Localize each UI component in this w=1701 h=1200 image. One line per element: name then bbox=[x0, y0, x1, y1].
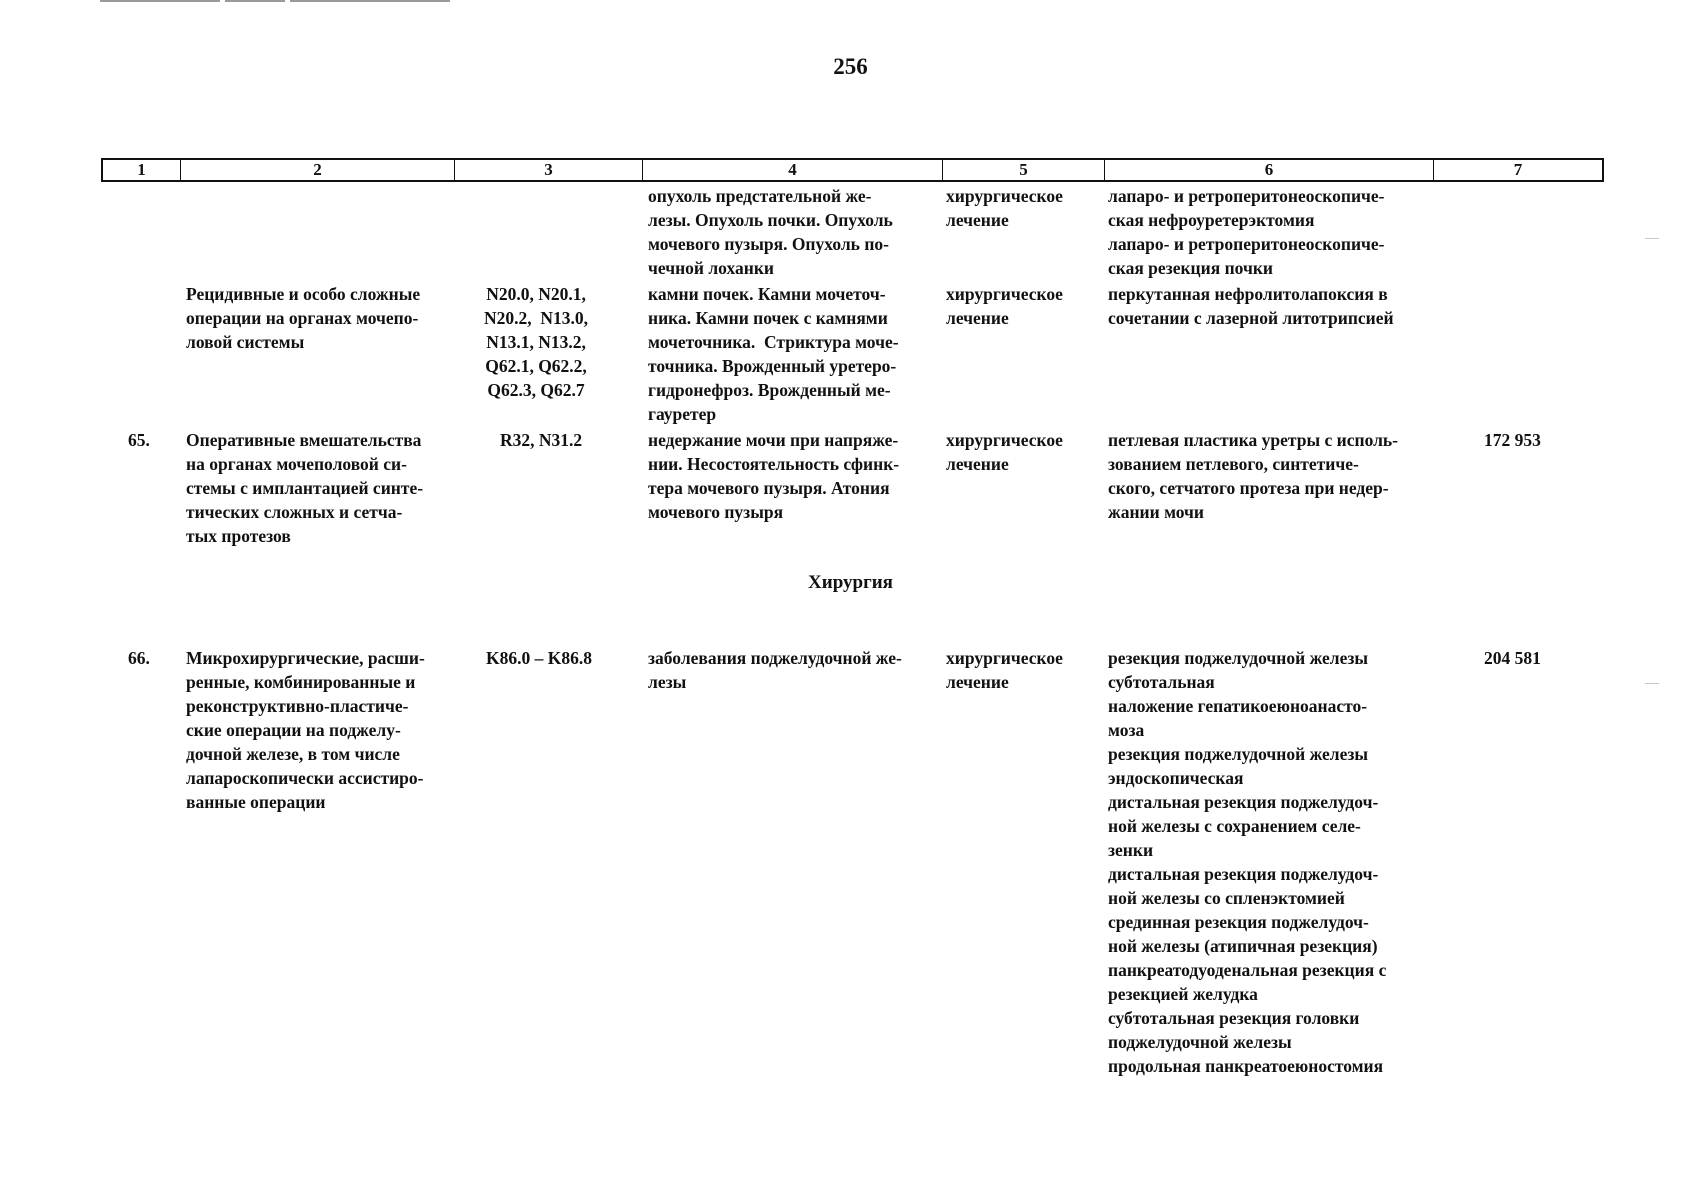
cost-cell: 204 581 bbox=[1484, 648, 1541, 668]
treatment-method-cell: перкутанная нефролитолапоксия в сочетании с лазерной литотрипсией bbox=[1108, 284, 1394, 328]
scan-artifact-line bbox=[225, 0, 285, 2]
icd-codes-cell: R32, N31.2 bbox=[500, 430, 583, 450]
icd-codes-cell: K86.0 – K86.8 bbox=[486, 648, 592, 668]
section-title: Хирургия bbox=[808, 572, 893, 593]
treatment-type-cell: хирургическое лечение bbox=[946, 284, 1063, 328]
treatment-method-cell: лапаро- и ретроперитонеоскопиче- ская нефроуретерэктомия лапаро- и ретроперитонеоскопиче- ская резекция почки bbox=[1108, 186, 1385, 278]
column-header-3: 3 bbox=[455, 160, 643, 180]
column-header-7: 7 bbox=[1513, 160, 1523, 179]
operation-name-cell: Рецидивные и особо сложные операции на органах мочепо- ловой системы bbox=[186, 284, 421, 352]
diagnosis-cell: заболевания поджелудочной же- лезы bbox=[648, 648, 902, 692]
column-header-5: 5 bbox=[943, 160, 1105, 180]
column-header-2: 2 bbox=[181, 160, 455, 180]
scan-artifact-line bbox=[290, 0, 450, 2]
column-header-6: 6 bbox=[1105, 160, 1434, 180]
scan-artifact-tick bbox=[1645, 238, 1659, 239]
cost-cell: 172 953 bbox=[1484, 430, 1541, 450]
row-number: 66. bbox=[128, 648, 150, 668]
column-header-1: 1 bbox=[103, 160, 181, 180]
row-number: 65. bbox=[128, 430, 150, 450]
page-number: 256 bbox=[833, 54, 868, 79]
treatment-type-cell: хирургическое лечение bbox=[946, 648, 1063, 692]
treatment-type-cell: хирургическое лечение bbox=[946, 430, 1063, 474]
treatment-method-cell: резекция поджелудочной железы субтотальная наложение гепатикоеюноанасто- моза резекция поджелудочной железы эндоскопическая дистальная резекция поджелудоч- ной железы с сохранением селе- зенки дистальная резекция поджелудоч- ной железы со спленэктомией срединная резекция поджелудоч- ной железы (атипичная резекция) панкреатодуоденальная резекция с резекцией желудка субтотальная резекция головки поджелудочной железы продольная панкреатоеюностомия bbox=[1108, 648, 1387, 1076]
scan-artifact-tick bbox=[1645, 683, 1659, 684]
scan-artifact-line bbox=[100, 0, 220, 2]
diagnosis-cell: недержание мочи при напряже- нии. Несостоятельность сфинк- тера мочевого пузыря. Атония мочевого пузыря bbox=[648, 430, 900, 522]
diagnosis-cell: опухоль предстательной же- лезы. Опухоль почки. Опухоль мочевого пузыря. Опухоль по- чечной лоханки bbox=[648, 186, 893, 278]
treatment-method-cell: петлевая пластика уретры с исполь- зованием петлевого, синтетиче- ского, сетчатого протеза при недер- жании мочи bbox=[1108, 430, 1399, 522]
icd-codes-cell: N20.0, N20.1, N20.2, N13.0, N13.1, N13.2, Q62.1, Q62.2, Q62.3, Q62.7 bbox=[484, 284, 589, 400]
diagnosis-cell: камни почек. Камни мочеточ- ника. Камни почек с камнями мочеточника. Стриктура моче- точника. Врожденный уретеро- гидронефроз. Врожденный ме- гауретер bbox=[648, 284, 899, 424]
operation-name-cell: Оперативные вмешательства на органах мочеполовой си- стемы с имплантацией синте- тических сложных и сетча- тых протезов bbox=[186, 430, 424, 546]
column-header-row bbox=[101, 158, 1604, 182]
column-header-4: 4 bbox=[643, 160, 943, 180]
operation-name-cell: Микрохирургические, расши- ренные, комбинированные и реконструктивно-пластиче- ские операции на поджелу- дочной железе, в том числе лапароскопически ассистиро- ванные операции bbox=[186, 648, 425, 812]
treatment-type-cell: хирургическое лечение bbox=[946, 186, 1063, 230]
